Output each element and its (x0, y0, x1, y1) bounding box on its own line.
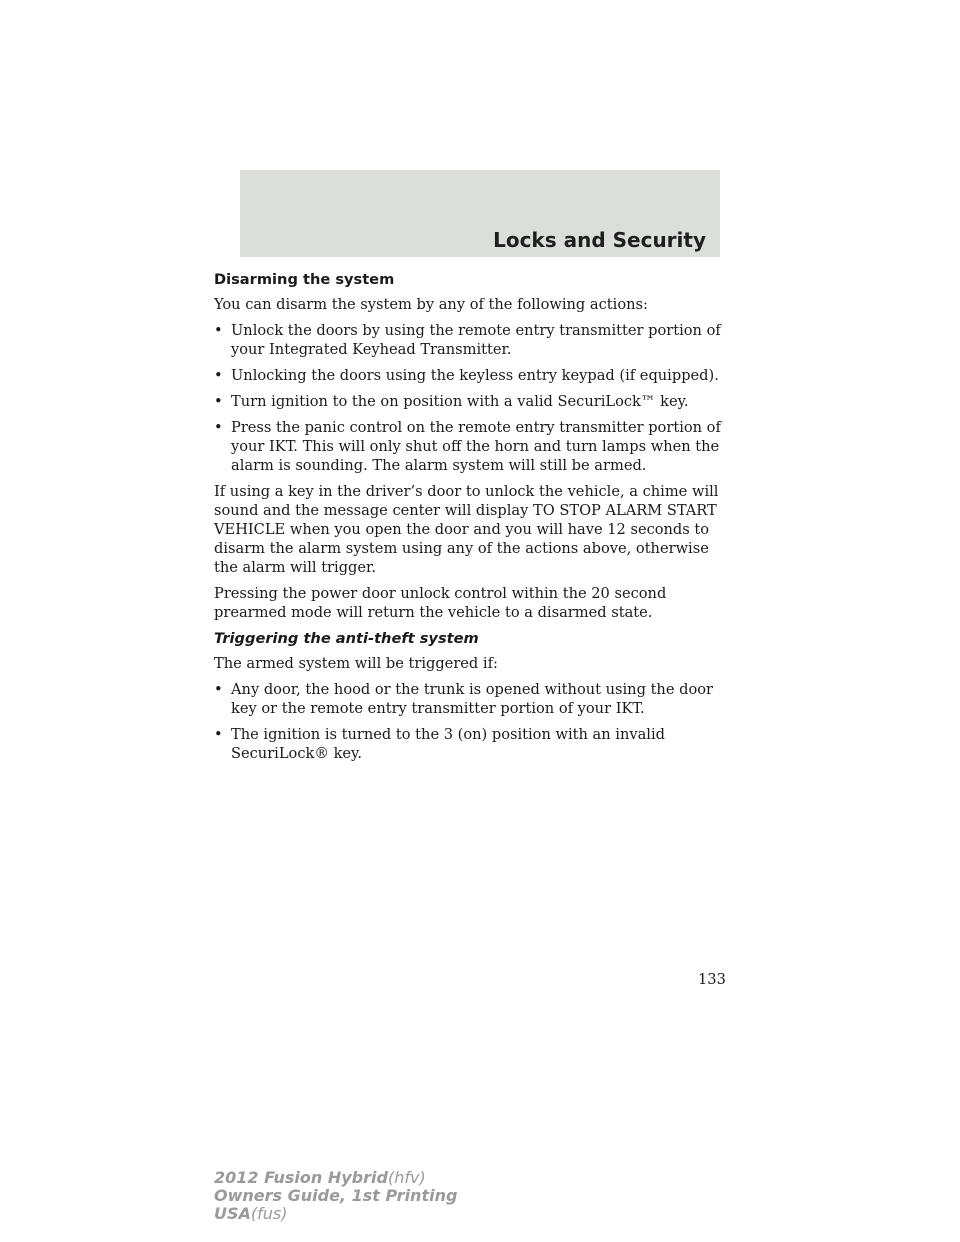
bullet-glyph: • (214, 393, 223, 410)
list-item-text: Turn ignition to the on position with a valid SecuriLock™ key. (231, 393, 689, 410)
bullet-glyph: • (214, 726, 223, 743)
page-number: 133 (698, 971, 726, 988)
paragraph-prearmed: Pressing the power door unlock control within the 20 second prearmed mode will return the vehicle to a disarmed state. (214, 585, 667, 621)
list-item (214, 680, 724, 718)
bullet-glyph: • (214, 322, 223, 339)
list-item-text: Unlock the doors by using the remote entry transmitter portion of your Integrated Keyhead Transmitter. (231, 322, 721, 358)
list-item-text: The ignition is turned to the 3 (on) position with an invalid SecuriLock® key. (231, 726, 665, 762)
list-item-text: Press the panic control on the remote entry transmitter portion of your IKT. This will only shut off the horn and turn lamps when the alarm is sounding. The alarm system will still be armed. (231, 419, 721, 474)
list-item (214, 418, 724, 475)
footer-model-code: (hfv) (387, 1168, 426, 1187)
section-header-band (240, 170, 720, 257)
paragraph-key-door: If using a key in the driver’s door to unlock the vehicle, a chime will sound and the message center will display TO STOP ALARM START VEHICLE when you open the door and you will have 12 seconds to disarm the alarm system using any of the actions above, otherwise the alarm will trigger. (214, 483, 719, 576)
footer-line-market (214, 1205, 457, 1223)
page-content (214, 270, 724, 770)
intro-triggering: The armed system will be triggered if: (214, 655, 498, 672)
heading-triggering: Triggering the anti-theft system (214, 630, 479, 647)
bullet-glyph: • (214, 367, 223, 384)
intro-disarming: You can disarm the system by any of the following actions: (214, 296, 648, 313)
list-item (214, 725, 724, 763)
footer-print-info (214, 1169, 457, 1223)
section-title: Locks and Security (493, 228, 706, 252)
heading-disarming: Disarming the system (214, 271, 395, 288)
footer-model: 2012 Fusion Hybrid (214, 1168, 388, 1187)
footer-market: USA (214, 1204, 251, 1223)
list-item (214, 366, 724, 385)
trigger-conditions-list (214, 680, 724, 763)
bullet-glyph: • (214, 419, 223, 436)
list-item-text: Any door, the hood or the trunk is opened without using the door key or the remote entry transmitter portion of your IKT. (231, 681, 713, 717)
footer-market-code: (fus) (250, 1204, 288, 1223)
footer-line-model (214, 1169, 457, 1187)
footer-line-guide: Owners Guide, 1st Printing (214, 1186, 458, 1205)
list-item (214, 321, 724, 359)
disarm-actions-list (214, 321, 724, 475)
list-item (214, 392, 724, 411)
list-item-text: Unlocking the doors using the keyless entry keypad (if equipped). (231, 367, 719, 384)
bullet-glyph: • (214, 681, 223, 698)
